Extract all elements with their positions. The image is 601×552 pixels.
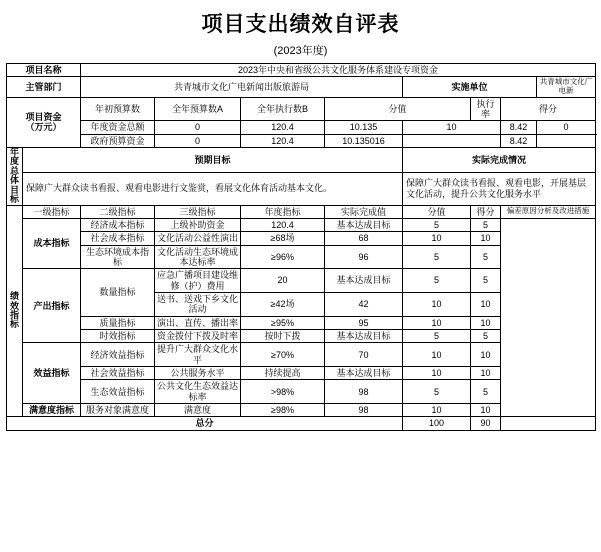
page-subtitle: (2023年度) — [273, 45, 328, 57]
total-reason-cell — [501, 417, 596, 430]
perf-actual: 基本达成目标 — [325, 367, 403, 380]
perf-target: 持续提高 — [241, 367, 325, 380]
perf-actual: 基本达成目标 — [325, 218, 403, 231]
perf-got: 5 — [471, 380, 501, 404]
perf-lv1-benefit: 效益指标 — [23, 343, 81, 404]
total-funds-score: 10 — [403, 121, 501, 134]
gov-funds-rate: 8.42 — [501, 134, 537, 147]
total-funds-budget: 120.4 — [241, 121, 325, 134]
perf-lv2: 经济效益指标 — [81, 343, 155, 367]
perf-got: 10 — [471, 293, 501, 317]
perf-lv1-output: 产出指标 — [23, 269, 81, 343]
expected-goal-header: 预期目标 — [23, 147, 403, 172]
perf-lv1-satisfaction: 满意度指标 — [23, 404, 81, 417]
perf-actual: 98 — [325, 380, 403, 404]
perf-lv2: 生态效益指标 — [81, 380, 155, 404]
perf-got: 10 — [471, 232, 501, 245]
perf-actual: 42 — [325, 293, 403, 317]
table-row-goal-header — [7, 147, 596, 172]
perf-target: ≥96% — [241, 245, 325, 269]
perf-lv3: 上级补助资金 — [155, 218, 241, 231]
perf-actual: 基本达成目标 — [325, 330, 403, 343]
perf-target: >98% — [241, 380, 325, 404]
perf-target: 按时下拨 — [241, 330, 325, 343]
perf-lv2: 数量指标 — [81, 269, 155, 316]
perf-target: ≥70% — [241, 343, 325, 367]
perf-lv2: 社会成本指标 — [81, 232, 155, 245]
table-row-gov-funds — [7, 134, 596, 147]
actual-result-text: 保障广大群众读书看报、观看电影，开展基层文化活动，提升公共文化服务水平 — [403, 172, 596, 205]
perf-lv3: 满意度 — [155, 404, 241, 417]
table-row-project-name — [7, 64, 596, 77]
gov-funds-label: 政府预算资金 — [81, 134, 155, 147]
project-name-value: 2023年中央和省级公共文化服务体系建设专项资金 — [81, 64, 596, 77]
perf-header-reason: 偏差原因分析及改进措施 — [501, 205, 596, 218]
actual-result-header: 实际完成情况 — [403, 147, 596, 172]
total-funds-exec: 10.135 — [325, 121, 403, 134]
perf-score: 10 — [403, 367, 471, 380]
table-row-funds-header — [7, 97, 596, 121]
perf-header-actual: 实际完成值 — [325, 205, 403, 218]
perf-lv2: 生态环境成本指标 — [81, 245, 155, 269]
perf-got: 10 — [471, 367, 501, 380]
perf-header-got: 得分 — [471, 205, 501, 218]
total-funds-label: 年度资金总额 — [81, 121, 155, 134]
expected-goal-text: 保障广大群众读书看报、观看电影进行文鉴赏，看展文化体育活动基本文化。 — [23, 172, 403, 205]
total-funds-got: 0 — [537, 121, 596, 134]
perf-actual: 98 — [325, 404, 403, 417]
perf-got: 10 — [471, 343, 501, 367]
funds-col-begin: 年初预算数 — [81, 97, 155, 121]
gov-funds-exec: 10.135016 — [325, 134, 403, 147]
perf-score: 10 — [403, 404, 471, 417]
page-root — [0, 8, 601, 552]
performance-self-evaluation-table — [6, 63, 596, 431]
perf-lv3: 公共文化生态效益达标率 — [155, 380, 241, 404]
perf-score: 10 — [403, 232, 471, 245]
perf-score: 5 — [403, 380, 471, 404]
year-goal-vertical-label — [7, 147, 23, 205]
department-label: 主管部门 — [7, 77, 81, 97]
perf-lv3: 公共服务水平 — [155, 367, 241, 380]
table-row-total — [7, 417, 596, 430]
gov-funds-got — [537, 134, 596, 147]
perf-got: 5 — [471, 330, 501, 343]
total-funds-begin: 0 — [155, 121, 241, 134]
perf-actual: 95 — [325, 316, 403, 329]
perf-vertical-label — [7, 205, 23, 417]
project-name-label: 项目名称 — [7, 64, 81, 77]
perf-actual: 96 — [325, 245, 403, 269]
funds-label-text: 项目资金 — [25, 111, 62, 122]
perf-lv3: 送书、送戏下乡文化活动 — [155, 293, 241, 317]
perf-score: 5 — [403, 245, 471, 269]
perf-header-lv3: 三级指标 — [155, 205, 241, 218]
table-row-perf-header — [7, 205, 596, 218]
table-row-total-funds — [7, 121, 596, 134]
perf-score: 10 — [403, 343, 471, 367]
funds-col-year-exec: 全年执行数B — [241, 97, 325, 121]
perf-lv3: 应急广播项目建设维修（护）费用 — [155, 269, 241, 293]
funds-col-score: 分值 — [325, 97, 471, 121]
perf-lv2: 社会效益指标 — [81, 367, 155, 380]
perf-header-lv2: 二级指标 — [81, 205, 155, 218]
perf-lv3: 提升广大群众文化水平 — [155, 343, 241, 367]
perf-score: 5 — [403, 330, 471, 343]
implementing-unit-label: 实施单位 — [403, 77, 537, 97]
funds-col-exec-rate: 执行率 — [471, 97, 501, 121]
perf-header-year-target: 年度指标 — [241, 205, 325, 218]
perf-score: 10 — [403, 293, 471, 317]
total-funds-rate: 8.42 — [501, 121, 537, 134]
perf-actual: 68 — [325, 232, 403, 245]
perf-lv2: 服务对象满意度 — [81, 404, 155, 417]
perf-header-score: 分值 — [403, 205, 471, 218]
page-title: 项目支出绩效自评表 — [201, 12, 400, 36]
total-label: 总分 — [7, 417, 403, 430]
perf-target: 120.4 — [241, 218, 325, 231]
perf-lv2: 时效指标 — [81, 330, 155, 343]
table-row-perf — [7, 218, 596, 231]
perf-score: 5 — [403, 218, 471, 231]
table-row-goal-body — [7, 172, 596, 205]
gov-funds-budget: 120.4 — [241, 134, 325, 147]
perf-score: 10 — [403, 316, 471, 329]
gov-funds-begin: 0 — [155, 134, 241, 147]
perf-target: ≥95% — [241, 316, 325, 329]
perf-lv2: 质量指标 — [81, 316, 155, 329]
perf-got: 10 — [471, 316, 501, 329]
perf-header-lv1: 一级指标 — [23, 205, 81, 218]
perf-target: ≥68场 — [241, 232, 325, 245]
perf-lv3: 演出、直传、播出率 — [155, 316, 241, 329]
perf-lv1-cost: 成本指标 — [23, 218, 81, 268]
funds-unit-text: （万元） — [25, 122, 62, 133]
funds-label — [7, 97, 81, 147]
perf-lv3: 文化活动公益性演出 — [155, 232, 241, 245]
total-score: 100 — [403, 417, 471, 430]
perf-got: 5 — [471, 269, 501, 293]
implementing-unit-value: 共青城市文化广电新 — [537, 77, 596, 97]
perf-got: 5 — [471, 218, 501, 231]
year-goal-vertical-text: 年度总体目标 — [9, 146, 19, 205]
department-value: 共青城市文化广电新闻出版旅游局 — [81, 77, 403, 97]
total-got: 90 — [471, 417, 501, 430]
perf-target: ≥42场 — [241, 293, 325, 317]
funds-col-got: 得分 — [501, 97, 596, 121]
perf-lv3: 资金拨付下拨及时率 — [155, 330, 241, 343]
perf-got: 5 — [471, 245, 501, 269]
gov-funds-score — [403, 134, 501, 147]
perf-got: 10 — [471, 404, 501, 417]
perf-actual: 70 — [325, 343, 403, 367]
perf-lv2: 经济成本指标 — [81, 218, 155, 231]
perf-score: 5 — [403, 269, 471, 293]
table-row-department — [7, 77, 596, 97]
perf-lv3: 文化活动生态环境成本达标率 — [155, 245, 241, 269]
perf-target: ≥98% — [241, 404, 325, 417]
funds-col-year-budget: 全年预算数A — [155, 97, 241, 121]
perf-actual: 基本达成目标 — [325, 269, 403, 293]
perf-reason-cell — [501, 218, 596, 417]
perf-vertical-text: 绩效指标 — [9, 291, 19, 330]
perf-target: 20 — [241, 269, 325, 293]
